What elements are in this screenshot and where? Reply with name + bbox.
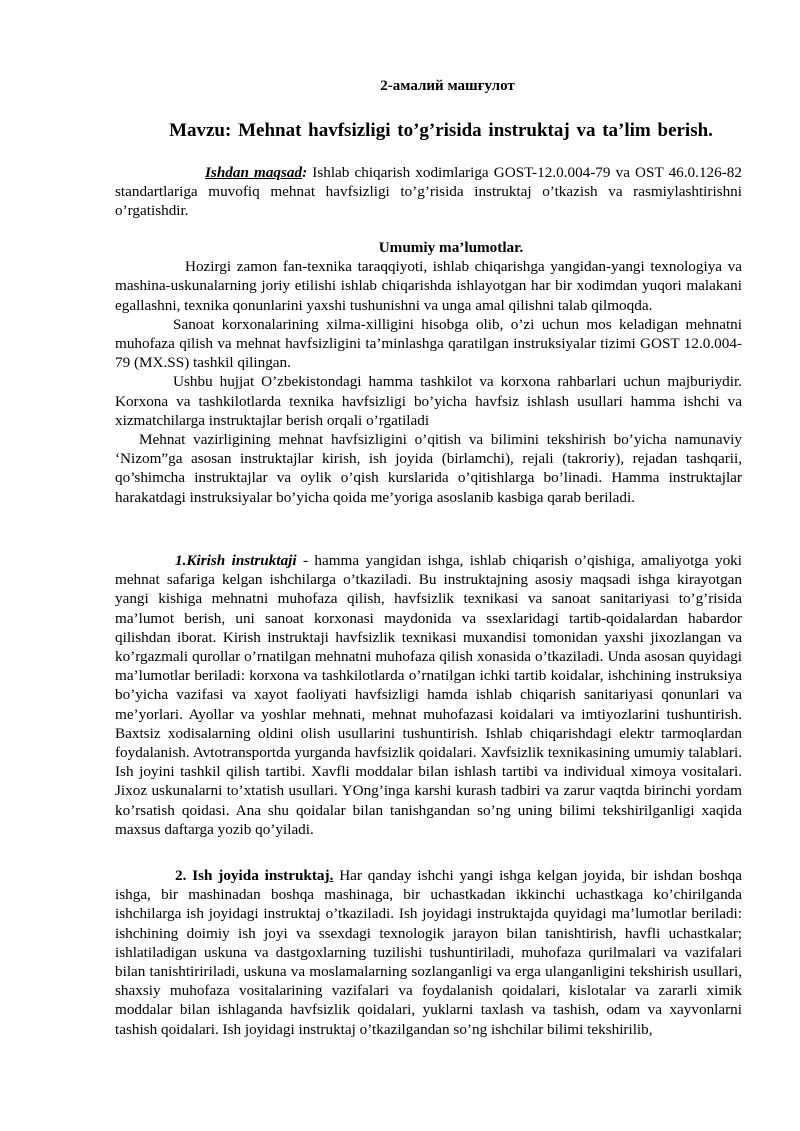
lesson-title: 2-амалий машғулот [380, 78, 515, 94]
aim-colon: : [302, 164, 308, 181]
aim-text: Ishlab chiqarish xodimlariga GOST-12.0.004-79 va OST 46.0.126-82 standartlariga muvofiq mehnat havfsizligi to’g’risida instruktaj o’tkazish va rasmiylashtirishni o’rgatishdir. [115, 164, 742, 220]
general-heading: Umumiy ma’lumotlar. [378, 239, 524, 256]
section-2-dot: . [329, 867, 334, 884]
section-2-block [115, 866, 742, 1039]
section-2-paragraph [115, 866, 742, 1039]
section-1-label: 1.Kirish instruktaji [175, 552, 297, 569]
section-1-paragraph [115, 551, 742, 839]
aim-paragraph [115, 163, 742, 221]
paragraph-4: Mehnat vazirligining mehnat havfsizligini o’qitish va bilimini tekshirish bo’yicha namunaviy ‘Nizom”ga asosan instruktajlar kirish, ish joyida (birlamchi), rejali (takroriy), rejadan tashqarii, qo’shimcha instruktajlar va oylik o’qish kurslarida o’qitishlarga bo’linadi. Hamma instruktajlar harakatdagi instruksiyalar bo’yicha qoida me’yoriga asoslanib kasbiga qarab beriladi. [115, 431, 742, 506]
paragraph-1: Hozirgi zamon fan-texnika taraqqiyoti, ishlab chiqarishga yangidan-yangi texnologiya va mashina-uskunalarning joriy etilishi ishlab chiqarishda ishlayotgan har bir xodimdan yuqori malakani egallashni, texnika qonunlarini yaxshi tushunishni va unga amal qilishni talab qilmoqda. [115, 258, 742, 314]
paragraph-2: Sanoat korxonalarining xilma-xilligini hisobga olib, o’zi uchun mos keladigan mehnatni muhofaza qilish va mehnat havfsizligini ta’minlashga qaratilgan instruksiyalar tizimi GOST 12.0.004-79 (MX.SS) tashkil qilingan. [115, 315, 742, 372]
section-2-text: Har qanday ishchi yangi ishga kelgan joyida, bir ishdan boshqa ishga, bir mashinadan boshqa mashinaga, bir uchastkadan ikkinchi uchastkaga ko’chirilganda ishchilarga ish joyidagi instruktaj o’tkaziladi. Ish joyidagi instruktajda quyidagi ma’lumotlar beriladi: ishchining doimiy ish joyi va ssexdagi texnologik jarayon bilan tanishtirish, havfli uchastkalar; ishlatiladigan uskuna va dastgoxlarning tuzilishi tushuntiriladi, muhofaza qurilmalari va vazifalari bilan tanishtiririladi, uskuna va moslamalarning sozlanganligi va erga ulanganligini tekshirish usullari, shaxsiy muhofaza vositalarining vazifalari va foydalanish qoidalari, kislotalar va zararli ximik moddalar bilan ishlaganda havfsizlik qoidalari, yuklarni taxlash va tashish, odam va xayvonlarni tashish qoidalari. Ish joyidagi instruktaj o’tkazilgandan so’ng ishchilar bilimi tekshirilib, [115, 867, 742, 1038]
paragraph-3: Ushbu hujjat O’zbekistondagi hamma tashkilot va korxona rahbarlari uchun majburiydir. Korxona va tashkilotlarda texnika havfsizligi bo’yicha havfsiz ishlash usullari hamma ishchi va xizmatchilarga instruktajlar berish orqali o’rgatiladi [115, 373, 742, 429]
general-info-block [115, 238, 742, 507]
section-2-label: 2. Ish joyida instruktaj [175, 867, 330, 884]
aim-block [115, 163, 742, 221]
section-1-text: - hamma yangidan ishga, ishlab chiqarish o’qishiga, amaliyotga yoki mehnat safariga kelgan ishchilarga o’tkaziladi. Bu instruktajning asosiy maqsadi ishga kirayotgan yangi kishiga mehnatni muhofaza qilish, havfsizlik texnikasi va sanoat sanitariyasi to’g’risida ma’lumot berish, uni sanoat korxonasi maydonida va ssexlaridagi tartib-qoidalardan habardor qilishdan iborat. Kirish instruktaji havfsizlik texnikasi muxandisi tomonidan yaxshi jixozlangan va ko’rgazmali qurollar o’rnatilgan mehnatni muhofaza qilish xonasida o’tkaziladi. Unda asosan quyidagi ma’lumotlar beriladi: korxona va tashkilotlarda o’rnatilgan ichki tartib koidalar, ishchining instruksiya bo’yicha vazifasi va xayot faoliyati havfsizligi hamda ishlab chiqarish sanitariyasi qonunlari va me’yorlari. Ayollar va yoshlar mehnati, mehnat muhofazasi koidalari va imtiyozlarini tushuntirish. Baxtsiz xodisalarning oldini olish usullarini tushuntirish. Ishlab chiqarishdagi elektr tarmoqlardan foydalanish. Avtotransportda yurganda havfsizlik qoidalari. Xavfsizlik texnikasining umumiy talablari. Ish joyini tashkil qilish tartibi. Xavfli moddalar bilan ishlash tartibi va individual ximoya vositalari. Jixoz uskunalarni to’xtatish usullari. YOng’inga karshi kurash tadbiri va zarur vaqtda birinchi yordam ko’rsatish qoidasi. Ana shu qoidalar bilan tanishgandan so’ng uning bilimi tekshirilganligi xaqida maxsus daftarga yozib qo’yiladi. [115, 552, 743, 838]
section-1-block [115, 551, 742, 839]
topic-heading: Mavzu: Mehnat havfsizligi to’g’risida instruktaj va ta’lim berish. [169, 120, 713, 141]
aim-label: Ishdan maqsad [205, 164, 303, 181]
